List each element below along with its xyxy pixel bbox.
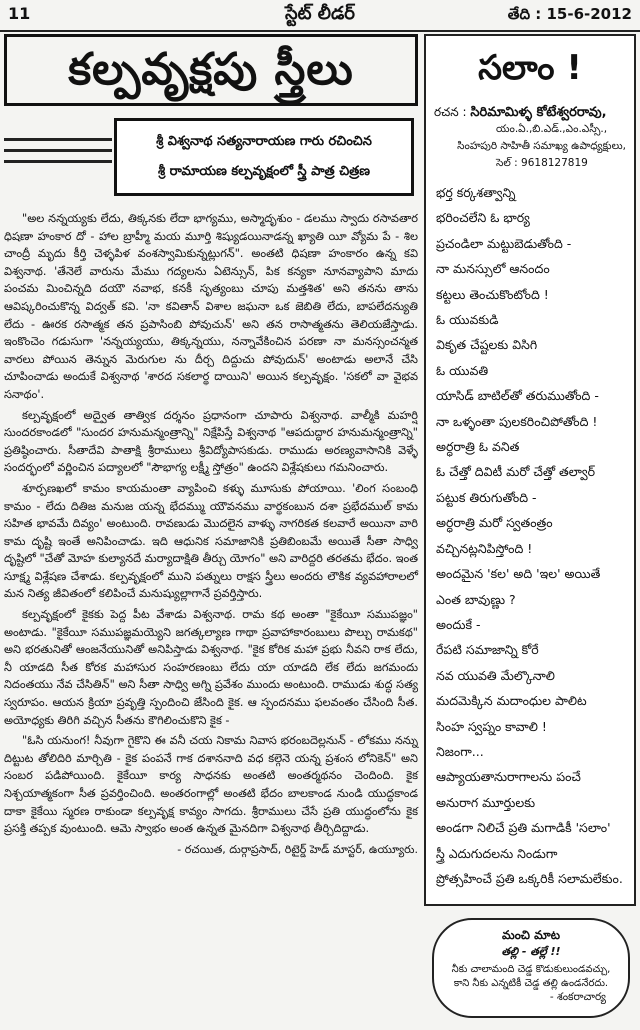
poem-author [426,100,634,121]
quote-subheading: తల్లి - తల్లే !! [501,945,561,958]
poem-column [424,34,636,906]
poem-line: ఆప్యాయతానురాగాలను పంచే [436,769,581,785]
subtitle-line-2: శ్రీ రామాయణ కల్పవృక్షంలో స్త్రీ పాత్ర చిత్రణ [157,164,371,179]
subtitle-line-1: శ్రీ విశ్వనాథ సత్యనారాయణ గారు రచించిన [156,134,372,149]
poem-line: అర్ధరాత్రి ఓ వనిత [436,439,520,455]
poem-line: ఓ యువకుడి [436,312,499,328]
newspaper-header [0,0,640,32]
decorative-rules [4,130,112,180]
poem-line: రేపటి సమాజాన్ని కోరే [436,642,539,658]
poem-line: అందమైన 'కల' అది 'ఇల' అయితే [436,566,601,582]
poem-line: భర్త కర్కశత్వాన్ని [436,185,516,200]
poem-line: ఓ యువతి [436,362,489,378]
poem-line: వచ్చినట్లనిపిస్తోంది ! [436,540,533,556]
poem-line: సింహ స్వప్నం కావాలి ! [436,718,547,734]
poem-line: ఓ చేత్తో దివిటీ మరో చేత్తో తల్వార్ [436,464,595,480]
poem-lines [426,172,634,891]
article-title: కల్పవృక్షపు స్త్రీలు [4,34,418,106]
article-paragraph: శూర్పణఖలో కామం కాయమంతా వ్యాపించి కళ్ళు మూసుకు పోయాయి. 'లింగ సంబంధి కామం - లేదు దితిజ మనుజ యన్న భేదమ్ము యౌవనము వార్థకంబున దశా ప్రభేదముల్ కామ సహిత భావమే దివ్యం' అంటుంది. రావణుడు మొదలైన వాళ్ళు నాగరికత కలవారే అయినా వారి కామ దృష్టి ఇంతే అనిపించాడు. ఇది ఆధునిక సమాజానికి ప్రతిబింబమే అయితే సీతా సాధ్వి దృష్టిలో "చేతో మోహ కుల్యానదే మర్యాదాక్షితి తీర్చు యోగం" అని వారిద్దరి తరతమ భేదం. ఇంత సూక్ష్మ విశ్లేషణ చేశాడు. కల్పవృక్షంలో ముని పత్నులు రాక్షస స్త్రీలు అందరు లౌకిక వ్యవహారాలలో మన నిత్య జీవితంలో కలిపించే మనుష్యుల్లాగానే ప్రవర్తిస్తారు. [4,481,418,601]
quote-frame [432,918,630,1018]
article-byline: - రచయిత, దుర్గాప్రసాద్, రిటైర్డ్ హెడ్ మాస్టర్, ఉయ్యూరు. [177,842,418,856]
author-phone: సెల్ : 9618127819 [496,157,588,169]
poem-line: నా ఒళ్ళంతా పులకరించిపోతోంది ! [436,413,598,429]
page-number: 11 [8,4,31,23]
poem-line: నిజంగా... [436,743,484,759]
poem-line: ప్రోత్సహించే ప్రతి ఒక్కరికీ సలామలేకుం. [436,870,623,886]
quote-author: - శంకరాచార్య [549,991,606,1003]
poem-line: పట్టుక తిరుగుతోంది - [436,489,537,505]
poem-line: వికృత చేష్టలకు విసిగి [436,337,538,353]
article-paragraph: కల్పవృక్షంలో కైకకు పెద్ద పీట వేశాడు విశ్వనాథ. రామ కథ అంతా "కైకేయీ సముపజ్ఞం" అంటాడు. "కైకేయీ సముపజ్ఞమయ్యెని జగత్కల్యాణ గాథా ప్రవాహాకారంబులు పొల్చు రామకథ" అని భరతునితో ఆంజనేయునితో అనిపిస్తాడు విశ్వనాథ. "కైక కోరిక మహా ప్రభు నీవని రాక లేదు, నీ యాడది సీత కోరక మహాసుర సంహరణంబు లేదు యా యాడది లేక లేదు జగమందు నిదంతయు నేవ చేసితిన్" అని సీతా సాధ్వి అగ్ని ప్రవేశం ముందు అంటుంది. రాముడు శుద్ధ సత్య స్వరూపం. ఆయన క్రియా ప్రవృత్తి స్పందించి జేసింది కైక. ఆ స్పందనము ఫలవంతం చేసింది సీత. అయోధ్యకు తిరిగి వచ్చిన సీతను కౌగిలించుకొని కైక - [4,608,418,727]
article-subtitle-block [4,110,418,202]
poem-line: నవ యువతి మేల్కొనాలి [436,667,555,683]
poem-title: సలాం ! [478,48,582,88]
poem-line: కట్టలు తెంచుకొంటోంది ! [436,286,549,302]
article-body [4,210,418,858]
article-subtitle-box [114,118,414,196]
author-qualifications: యం.ఏ.,బి.ఎడ్.,ఎం.ఎస్సీ., [496,123,608,135]
article-paragraph: "ఓసి యనుంగ! నీవుగా గైకొని ఈ వనీ చయ నికామ నివాస భరంబదెల్లనున్ - లోకము నన్ను దిట్టుట తోలిదిరి మార్చితి - కైక పంపనే గాక దశాననాది వధ కల్గెనె యన్న ప్రశంస లోనికెన్" అని సంబర పడిపోయింది. కైకేయీ కార్య సాధనకు అంతటి అంతర్మథనం చెందింది. కైక నిశ్చయాత్మకంగా సీత ప్రవర్తించింది. అంతరంగాల్లో అంతటి భేదం బాలకాండ నుండి యుద్ధకాండ దాకా కైకేయి స్మరణ రాకుండా కల్పవృక్ష కావ్యం సాగదు. శ్రీరాములు చేసే ప్రతి యుద్ధంలోను కైక ప్రసక్తి తప్పక వుంటుంది. ఆమె స్వాభం అంత ఉన్నత మైనదిగా విశ్వనాథ తీర్చిదిద్దాడు. [4,734,418,836]
poem-line: నా మనస్సులో ఆనందం [436,261,550,277]
article-paragraph: కల్పవృక్షంలో అద్వైత తాత్విక దర్శనం ప్రధానంగా చూపారు విశ్వనాథ. వాల్మీకి మహర్షి సుందరకాండలో "సుందర హనుమన్మంత్రాన్ని" నిక్షేపిస్తే విశ్వనాథ "ఆపదుద్ధార హనుమన్మంత్రాన్ని" ప్రతిష్ఠించారు. సీతాదేవి పాతాక్షి శ్రీరాములు శ్రీవిద్యోపాసకుడు. రాముడు అరణ్యవాసానికి వెళ్ళే సందర్భంలో వర్ణించిన పద్యాలలో "సౌభాగ్య లక్ష్మీ స్తోత్రం" ఉందని విశ్లేషకులు గమనించారు. [4,408,418,475]
poem-line: అండగా నిలిచే ప్రతి మగాడికీ 'సలాం' [436,820,611,836]
poem-line: అర్ధరాత్రి మరో స్వతంత్రం [436,515,553,531]
poem-line: అనురాగ మూర్తులకు [436,794,536,810]
poem-line: ఎంత బావుణ్ణు ? [436,591,516,607]
article-paragraph: "అల నన్నయ్యకు లేదు, తిక్కనకు లేదా భాగ్యము, అస్మాదృశుం - డలము స్వాదు రసావతార ధిషణా హంకార దో - హాల బ్రాహ్మీ మయ మూర్తి శిష్యుడయినాడన్న ఖ్యాతి యీ వ్యోమ పే - శిల చాంద్రీ మృదు కీర్తి చెళ్ళపిళ వంశస్వామికున్నట్లుగన్". అంతటి ధిషణా హంకారం ఉన్న కవి విశ్వనాథ. 'తేనెలే వారును మేము గద్యలను ఏటెన్సున్, పిక కన్యకా నూనవ్యాపాని మాదు పంచమ మించిన్నది దయౌ నవాభ, కనకీ సృత్యంబు చూపు మత్తశిత' అని తనను తాను ఆవిష్కరించుకొన్న విద్వత్ కవి. 'నా కవితాన్ విశాల జఘనా ఒక జెబితి లేదు, బాపలేదన్యుతి లేదు - ఊరక రసాత్మక తన ప్రపాసింబి పోవుచున్' అని తన రాసాత్మతను తెలియజేస్తాడు. ఇంకొంచెం గడుసుగా 'నన్నయ్యయు, తిక్కన్నయు, నన్నావేకించిన పరణా నా మనస్సంచన్మత వారలు పోయిన తెన్నున మెరుగుల ను దీర్చ దిద్దుచు పోవుదున్' అంటాడు అలానే చేసి చూపించాడు అందుకే విశ్వనాథ 'శారద సకలార్థ దాయిని' అయిన కల్పవృక్షం. 'సకలో వా వైభవ సనాథం'. [4,212,418,401]
newspaper-name: స్టేట్ లీడర్ [285,3,355,24]
quote-heading: మంచి మాట [502,928,560,942]
poem-line: స్త్రీ ఎదుగుదలను నిండుగా [436,845,558,861]
poem-line: యాసిడ్ బాటిల్‌తో తరుముతోంది - [436,388,599,404]
poem-line: ప్రచండిలా మట్టుబెడుతోంది - [436,235,572,251]
author-prefix: రచన : [434,105,467,119]
quote-text: నీకు చాలామంది చెడ్డ కొడుకులుండవచ్చు, కాని నీకు ఎన్నటికీ చెడ్డ తల్లి ఉండనేరదు. [451,964,611,989]
issue-date: తేది : 15-6-2012 [507,5,632,23]
quote-box [424,918,636,1018]
article-column [4,34,418,1024]
poem-line: మదమెక్కిన మదాంధుల పాలిట [436,693,587,709]
poem-line: భరించలేని ఓ భార్య [436,210,530,226]
poem-line: అందుకే - [436,616,481,632]
author-name: సిరిమామిళ్ళ కోటేశ్వరరావు, [470,105,607,120]
author-role: సింహపురి సాహితీ సమాఖ్య ఉపాధ్యక్షులు, [457,140,626,152]
